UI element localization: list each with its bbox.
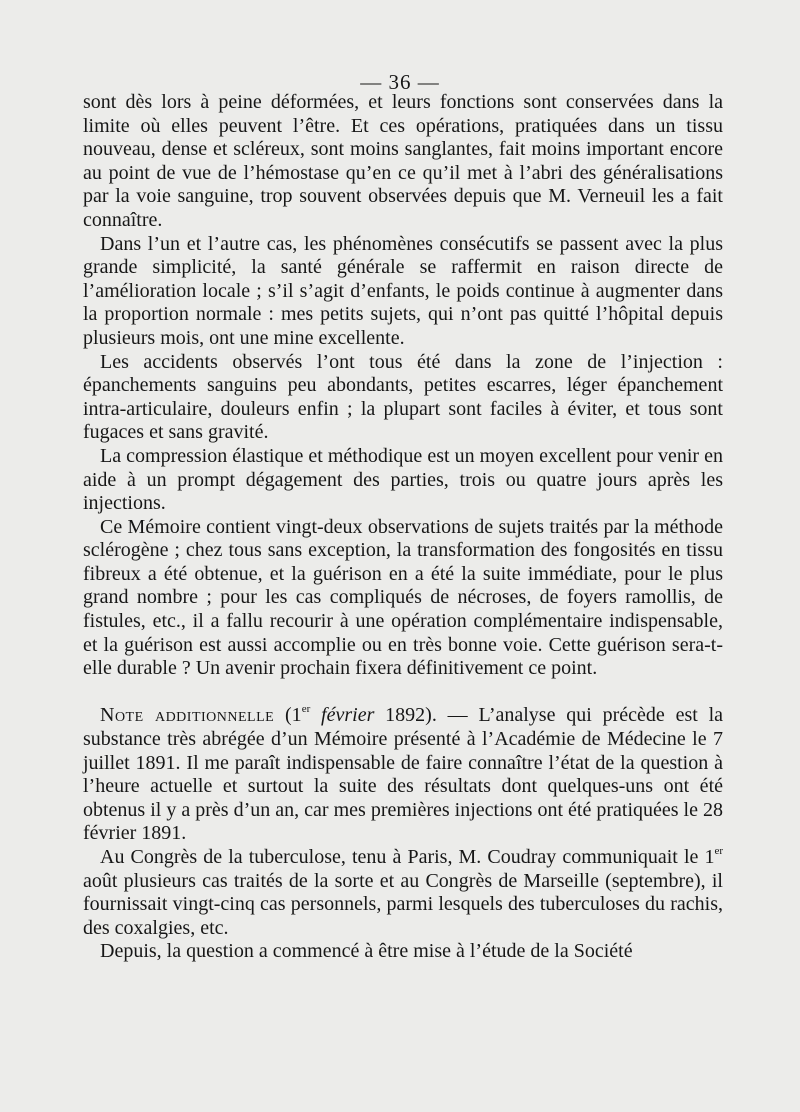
paragraph-depuis: Depuis, la question a commencé à être mise à l’étude de la Société — [100, 940, 633, 963]
main-text — [83, 91, 723, 964]
note-label: Note additionnelle — [100, 704, 275, 727]
note-date-month: février — [321, 704, 375, 727]
note-date-year: 1892). — [385, 704, 437, 727]
note-date-superscript: er — [301, 703, 311, 716]
congres-text-after: août plusieurs cas traités de la sorte et au Congrès de Marseille (septembre), il fournissait vingt-cinq cas personnels, parmi lesquels des tuberculoses du rachis, des coxalgies, etc. — [83, 869, 723, 939]
paragraph-compression: La compression élastique et méthodique est un moyen excellent pour venir en aide à un prompt dégagement des parties, trois ou quatre jours après les injections. — [83, 444, 723, 515]
congres-superscript: er — [714, 844, 723, 857]
paragraph-consequences: Dans l’un et l’autre cas, les phénomènes consécutifs se passent avec la plus grande simplicité, la santé générale se raffermit en raison directe de l’amélioration locale ; s’il s’agit d’enfants, le poids continue à augmenter dans la proportion normale : mes petits sujets, qui n’ont pas quitté l’hôpital depuis plusieurs mois, ont une mine excellente. — [83, 232, 723, 349]
note-text: — L’analyse qui précède est la substance très abrégée d’un Mémoire présenté à l’Académie de Médecine le 7 juillet 1891. Il me paraît indispensable de faire connaître l’état de la question à l’heure actuelle et surtout la suite des résultats dont quelques-uns ont été obtenus il y a près d’un an, car mes premières injections ont été pratiquées le 28 février 1891. — [83, 704, 724, 845]
paragraph-continuation: sont dès lors à peine déformées, et leurs fonctions sont conservées dans la limite où elles peuvent l’être. Et ces opérations, pratiquées dans un tissu nouveau, dense et scléreux, sont moins sanglantes, fait moins important encore au point de vue de l’hémostase qu’en ce qu’il met à l’abri des généralisations par la voie sanguine, trop souvent observées depuis que M. Verneuil les a fait connaître. — [83, 91, 723, 231]
page-number: — 36 — — [360, 70, 440, 94]
note-date-open: (1 — [285, 704, 302, 727]
congres-text-before: Au Congrès de la tuberculose, tenu à Paris, M. Coudray communiquait le 1 — [100, 846, 715, 868]
paragraph-congres — [83, 846, 723, 940]
paragraph-memoire: Ce Mémoire contient vingt-deux observations de sujets traités par la méthode sclérogène ; chez tous sans exception, la transformation des fongosités en tissu fibreux a été obtenue, et la guérison en a été la suite immédiate, pour le plus grand nombre ; pour les cas compliqués de nécroses, de foyers ramollis, de fistules, etc., il a fallu recourir à une opération complémentaire indispensable, et la guérison est aussi accomplie ou en très bonne voie. Cette guérison sera-t-elle durable ? Un avenir prochain fixera définitivement ce point. — [83, 515, 723, 680]
paragraph-accidents: Les accidents observés l’ont tous été dans la zone de l’injection : épanchements sanguins peu abondants, petites escarres, léger épanchement intra-articulaire, douleurs enfin ; la plupart sont faciles à éviter, et tous sont fugaces et sans gravité. — [83, 350, 723, 444]
paragraph-note-additionnelle — [83, 704, 723, 846]
